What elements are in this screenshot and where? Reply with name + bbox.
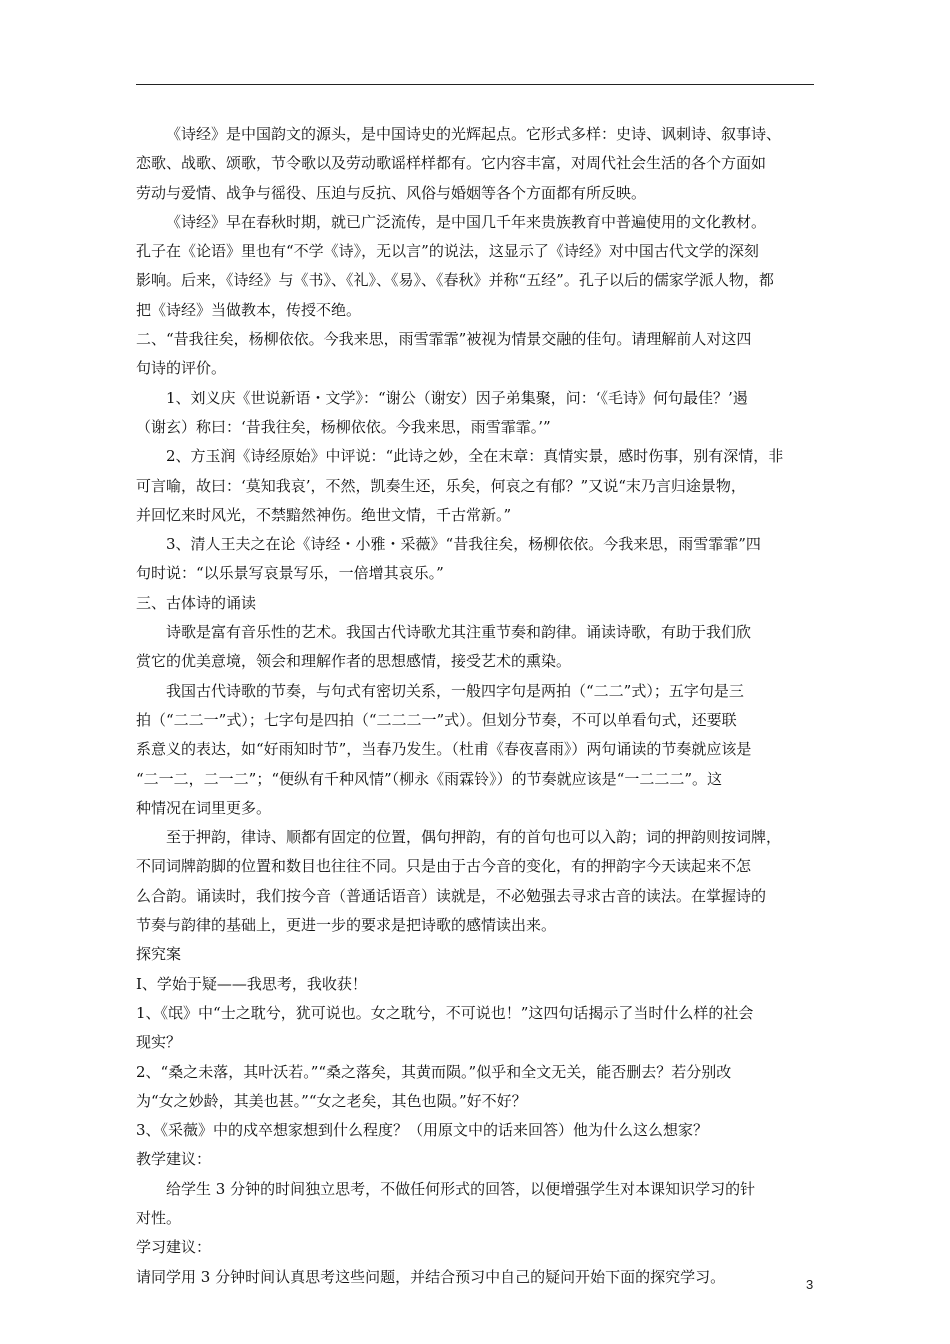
page-number: 3: [806, 1277, 814, 1292]
question-1: 1、《氓》中“士之耽兮，犹可说也。女之耽兮，不可说也！”这四句话揭示了当时什么样的社会 现实？: [136, 1003, 754, 1052]
teaching-suggestion-label: 教学建议：: [136, 1150, 212, 1169]
teaching-suggestion-text: 给学生 3 分钟的时间独立思考，不做任何形式的回答，以便增强学生对本课知识学习的针 对性。: [136, 1179, 756, 1227]
learning-suggestion-label: 学习建议：: [136, 1238, 212, 1257]
section-heading-3: 三、古体诗的诵读: [136, 593, 257, 612]
subheading-question-intro: I、学始于疑——我思考，我收获！: [136, 974, 367, 993]
question-3: 3、《采薇》中的戍卒想家想到什么程度？（用原文中的话来回答）他为什么这么想家？: [136, 1121, 709, 1140]
paragraph-shijing-spread: 《诗经》早在春秋时期，就已广泛流传，是中国几千年来贵族教育中普遍使用的文化教材。 孔子在《论语》里也有“不学《诗》，无以言”的说法，这显示了《诗经》对中国古代文学的深刻 影响。后来，《诗经》与《书》、《礼》、《易》、《春秋》并称“五经”。孔子以后的儒家学派人物，都 把《诗经》当做教本，传授不绝。: [136, 212, 774, 319]
learning-suggestion-text: 请同学用 3 分钟时间认真思考这些问题，并结合预习中自己的疑问开始下面的探究学习。: [136, 1267, 726, 1286]
page-body: [136, 120, 816, 1292]
paragraph-rhyme: 至于押韵，律诗、顺都有固定的位置，偶句押韵，有的首句也可以入韵；词的押韵则按词牌， 不同词牌韵脚的位置和数目也往往不同。只是由于古今音的变化，有的押韵字今天读起来不怎 么合韵。诵读时，我们按今音（普通话语音）读就是，不必勉强去寻求古音的读法。在掌握诗的 节奏与韵律的基础上，更进一步的要求是把诗歌的感情读出来。: [136, 828, 782, 935]
header-rule: [136, 84, 814, 85]
paragraph-comment-1: 1、刘义庆《世说新语・文学》：“谢公（谢安）因子弟集聚，问：‘《毛诗》何句最佳？’遏 （谢玄）称曰：‘昔我往矣，杨柳依依。今我来思，雨雪霏霏。’”: [136, 388, 748, 436]
paragraph-shijing-intro: 《诗经》是中国韵文的源头，是中国诗史的光辉起点。它形式多样：史诗、讽刺诗、叙事诗、 恋歌、战歌、颂歌，节令歌以及劳动歌谣样样都有。它内容丰富，对周代社会生活的各个方面如 劳动与爱情、战争与徭役、压迫与反抗、风俗与婚姻等各个方面都有所反映。: [136, 125, 782, 202]
paragraph-comment-2: 2、方玉润《诗经原始》中评说：“此诗之妙，全在末章：真情实景，感时伤事，别有深情，非 可言喻，故曰：‘莫知我哀’，不然，凯奏生还，乐矣，何哀之有郁？”又说“末乃言归途景物， 并回忆来时风光，不禁黯然神伤。绝世文情，千古常新。”: [136, 447, 784, 524]
paragraph-rhythm: 我国古代诗歌的节奏，与句式有密切关系，一般四字句是两拍（“二二”式）；五字句是三 拍（“二二一”式）；七字句是四拍（“二二二一”式）。但划分节奏，不可以单看句式，还要联 系意义的表达，如“好雨知时节”，当春乃发生。（杜甫《春夜喜雨》）两句诵读的节奏就应该是 “二一二，二一二”；“便纵有千种风情”（柳永《雨霖铃》）的节奏就应该是“一二二二”。这 种情况在词里更多。: [136, 681, 752, 817]
section-heading-explore: 探究案: [136, 945, 182, 964]
paragraph-recitation-intro: 诗歌是富有音乐性的艺术。我国古代诗歌尤其注重节奏和韵律。诵读诗歌，有助于我们欣 赏它的优美意境，领会和理解作者的思想感情，接受艺术的熏染。: [136, 623, 752, 671]
section-heading-2: 二、“昔我往矣，杨柳依依。今我来思，雨雪霏霏”被视为情景交融的佳句。请理解前人对这四 句诗的评价。: [136, 330, 752, 378]
paragraph-comment-3: 3、清人王夫之在论《诗经・小雅・采薇》“昔我往矣，杨柳依依。今我来思，雨雪霏霏”四 句时说：“以乐景写哀景写乐，一倍增其哀乐。”: [136, 535, 761, 583]
question-2: 2、“桑之未落，其叶沃若。”“桑之落矣，其黄而陨。”似乎和全文无关，能否删去？若分别改 为“女之妙龄，其美也甚。”“女之老矣，其色也陨。”好不好？: [136, 1062, 732, 1110]
